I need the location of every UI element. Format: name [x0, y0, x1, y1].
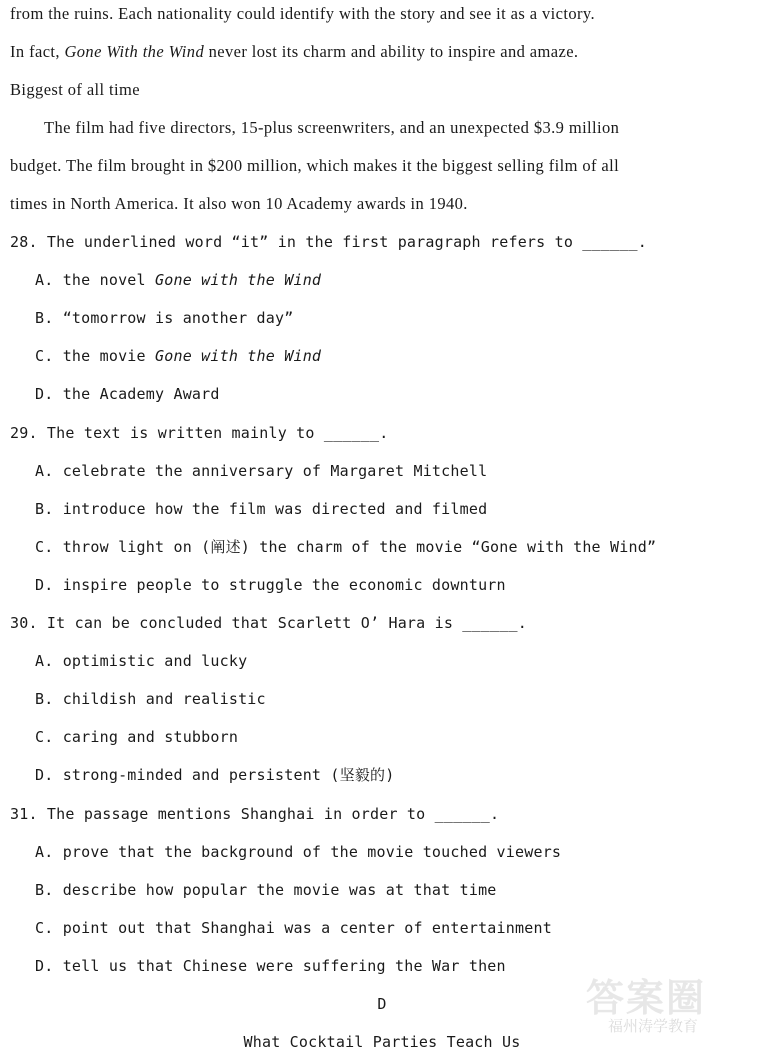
option-a: A. prove that the background of the movie touched viewers — [35, 843, 562, 861]
passage-line: times in North America. It also won 10 Academy awards in 1940. — [10, 194, 468, 213]
movie-title: Gone with the Wind — [155, 347, 322, 365]
option-c: C. caring and stubborn — [35, 728, 239, 746]
passage-text: In fact, — [10, 42, 65, 61]
option-a: A. optimistic and lucky — [35, 652, 248, 670]
question-stem: 30. It can be concluded that Scarlett O’ Hara is ______. — [10, 614, 527, 632]
passage-line — [10, 42, 578, 62]
watermark-text: 答案圈 — [586, 976, 707, 1020]
option-d: D. strong-minded and persistent (坚毅的) — [35, 766, 395, 784]
passage-text: never lost its charm and ability to inspire and amaze. — [204, 42, 579, 61]
option-b: B. childish and realistic — [35, 690, 266, 708]
option-d: D. inspire people to struggle the economic downturn — [35, 576, 506, 594]
question-stem: 31. The passage mentions Shanghai in order to ______. — [10, 805, 500, 823]
option-a: A. celebrate the anniversary of Margaret Mitchell — [35, 462, 488, 480]
option-text: A. the novel — [35, 271, 155, 289]
option-b: B. describe how popular the movie was at that time — [35, 881, 497, 899]
option-c — [35, 346, 321, 366]
option-a — [35, 270, 321, 290]
passage-line: budget. The film brought in $200 million, which makes it the biggest selling film of all — [10, 156, 620, 175]
movie-title: Gone With the Wind — [64, 42, 205, 61]
question-stem: 29. The text is written mainly to ______. — [10, 424, 389, 442]
option-d: D. tell us that Chinese were suffering the War then — [35, 957, 506, 975]
section-letter: D — [377, 995, 387, 1013]
passage-line: from the ruins. Each nationality could identify with the story and see it as a victory. — [10, 4, 595, 23]
option-c: C. throw light on (阐述) the charm of the movie “Gone with the Wind” — [35, 538, 657, 556]
option-b: B. “tomorrow is another day” — [35, 309, 294, 327]
section-heading: Biggest of all time — [10, 80, 140, 99]
option-c: C. point out that Shanghai was a center of entertainment — [35, 919, 552, 937]
watermark-caption: 福州涛学教育 — [608, 1017, 699, 1035]
option-text: C. the movie — [35, 347, 155, 365]
movie-title: Gone with the Wind — [155, 271, 322, 289]
option-b: B. introduce how the film was directed and filmed — [35, 500, 488, 518]
question-stem: 28. The underlined word “it” in the first paragraph refers to ______. — [10, 233, 647, 251]
passage-line: The film had five directors, 15-plus screenwriters, and an unexpected $3.9 million — [44, 118, 620, 137]
option-d: D. the Academy Award — [35, 385, 220, 403]
section-title: What Cocktail Parties Teach Us — [243, 1033, 521, 1051]
